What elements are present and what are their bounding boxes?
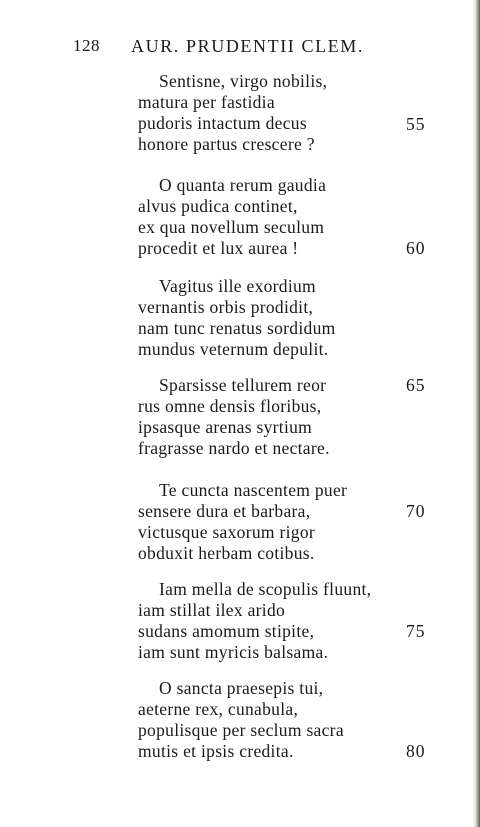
verse-line: Iam mella de scopulis fluunt,	[159, 579, 372, 599]
verse-line: ipsasque arenas syrtium	[138, 417, 313, 437]
verse-line: O sancta praesepis tui,	[159, 678, 324, 698]
line-number: 70	[406, 501, 426, 521]
verse-line: alvus pudica continet,	[138, 196, 298, 216]
verse-line: procedit et lux aurea !	[138, 238, 299, 258]
line-number: 75	[406, 621, 426, 641]
verse-line: ex qua novellum seculum	[138, 217, 325, 237]
running-head: AUR. PRUDENTII CLEM.	[131, 36, 364, 56]
verse-line: Sparsisse tellurem reor	[159, 375, 327, 395]
verse-line: O quanta rerum gaudia	[159, 175, 327, 195]
page-number: 128	[73, 36, 100, 55]
verse-line: Vagitus ille exordium	[159, 276, 316, 296]
verse-line: Te cuncta nascentem puer	[159, 480, 348, 500]
verse-line: fragrasse nardo et nectare.	[138, 438, 330, 458]
verse-line: Sentisne, virgo nobilis,	[159, 71, 328, 91]
verse-line: mutis et ipsis credita.	[138, 741, 294, 761]
verse-line: obduxit herbam cotibus.	[138, 543, 315, 563]
verse-line: aeterne rex, cunabula,	[138, 699, 299, 719]
verse-line: mundus veternum depulit.	[138, 339, 329, 359]
line-number: 55	[406, 114, 426, 134]
verse-line: pudoris intactum decus	[138, 113, 307, 133]
page-edge-shadow	[472, 0, 480, 827]
line-number: 80	[406, 741, 426, 761]
verse-line: matura per fastidia	[138, 92, 275, 112]
verse-line: iam stillat ilex arido	[138, 600, 286, 620]
verse-line: victusque saxorum rigor	[138, 522, 316, 542]
line-number: 65	[406, 375, 426, 395]
line-number: 60	[406, 238, 426, 258]
verse-line: rus omne densis floribus,	[138, 396, 322, 416]
verse-line: honore partus crescere ?	[138, 134, 315, 154]
verse-line: nam tunc renatus sordidum	[138, 318, 336, 338]
verse-line: vernantis orbis prodidit,	[138, 297, 314, 317]
verse-line: sudans amomum stipite,	[138, 621, 315, 641]
verse-line: iam sunt myricis balsama.	[138, 642, 329, 662]
verse-line: sensere dura et barbara,	[138, 501, 311, 521]
verse-line: populisque per seclum sacra	[138, 720, 344, 740]
page-header	[0, 36, 472, 60]
